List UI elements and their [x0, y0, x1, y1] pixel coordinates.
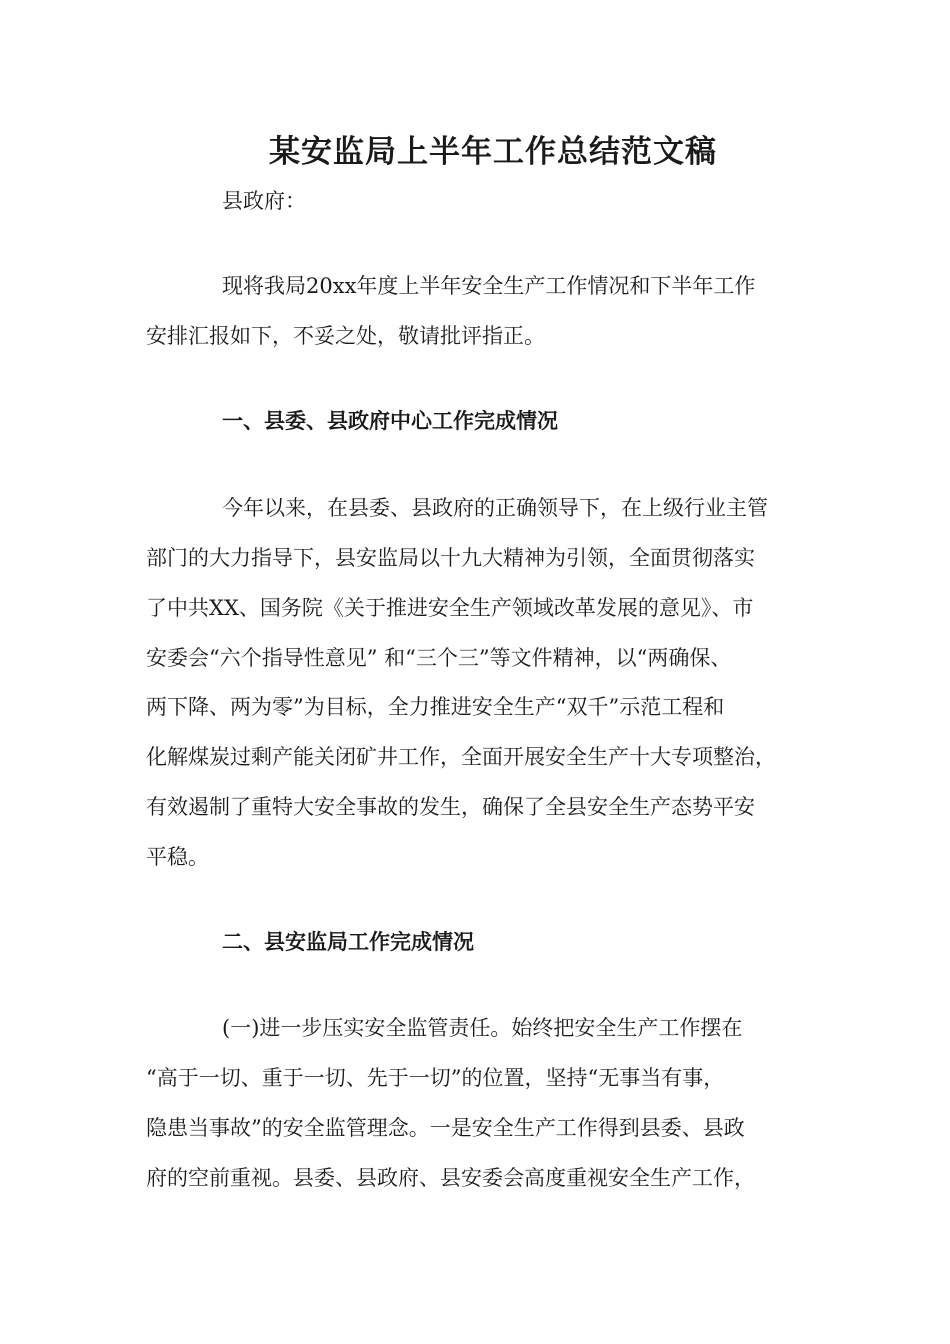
paragraph-line: 隐患当事故”的安全监管理念。一是安全生产工作得到县委、县政	[146, 1116, 745, 1140]
document-title: 某安监局上半年工作总结范文稿	[269, 134, 717, 170]
salutation: 县政府：	[222, 189, 306, 213]
paragraph-line: 部门的大力指导下，县安监局以十九大精神为引领，全面贯彻落实	[146, 546, 755, 570]
intro-line: 安排汇报如下，不妥之处，敬请批评指正。	[146, 324, 545, 348]
section-heading: 二、县安监局工作完成情况	[222, 929, 474, 954]
paragraph-line: 安委会“六个指导性意见” 和“三个三”等文件精神，以“两确保、	[146, 646, 732, 670]
paragraph-line: (一)进一步压实安全监管责任。始终把安全生产工作摆在	[222, 1016, 743, 1040]
intro-line: 现将我局20xx年度上半年安全生产工作情况和下半年工作	[222, 274, 756, 298]
paragraph-line: 有效遏制了重特大安全事故的发生，确保了全县安全生产态势平安	[146, 795, 755, 819]
paragraph-line: 今年以来，在县委、县政府的正确领导下，在上级行业主管	[222, 496, 768, 520]
paragraph-line: 化解煤炭过剩产能关闭矿井工作，全面开展安全生产十大专项整治，	[146, 745, 776, 769]
paragraph-line: 平稳。	[146, 845, 209, 869]
paragraph-line: 了中共XX、国务院《关于推进安全生产领域改革发展的意见》、市	[146, 596, 754, 620]
section-heading: 一、县委、县政府中心工作完成情况	[222, 408, 558, 433]
paragraph-line: 两下降、两为零”为目标，全力推进安全生产“双千”示范工程和	[146, 695, 725, 719]
paragraph-line: 府的空前重视。县委、县政府、县安委会高度重视安全生产工作，	[146, 1166, 755, 1190]
paragraph-line: “高于一切、重于一切、先于一切”的位置，坚持“无事当有事，	[146, 1066, 725, 1090]
